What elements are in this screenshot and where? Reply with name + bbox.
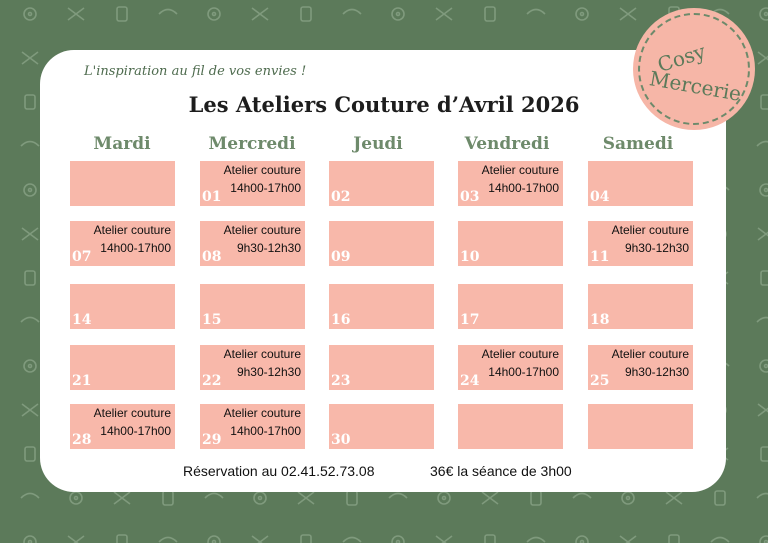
day-header-1: Mercredi [208, 134, 296, 154]
session-price: 36€ la séance de 3h00 [430, 463, 572, 479]
event-title: Atelier couture [481, 163, 559, 177]
day-cell [329, 221, 434, 266]
day-number: 23 [331, 373, 351, 389]
day-cell [200, 221, 305, 266]
day-cell [70, 404, 175, 449]
event-time: 14h00-17h00 [230, 424, 301, 438]
event-time: 9h30-12h30 [236, 241, 301, 255]
day-cell [329, 161, 434, 206]
day-number: 18 [590, 312, 610, 328]
day-number: 01 [202, 189, 222, 205]
event-time: 14h00-17h00 [100, 424, 171, 438]
day-number: 28 [72, 432, 92, 448]
day-number: 21 [72, 373, 92, 389]
day-cell [458, 221, 563, 266]
day-header-0: Mardi [93, 134, 151, 154]
day-number: 22 [202, 373, 222, 389]
day-cell [200, 404, 305, 449]
day-number: 14 [72, 312, 92, 328]
brand-badge [633, 8, 755, 130]
day-cell [70, 221, 175, 266]
event-time: 9h30-12h30 [624, 365, 689, 379]
day-cell [200, 161, 305, 206]
day-number: 17 [460, 312, 480, 328]
event-title: Atelier couture [223, 223, 301, 237]
day-cell [588, 345, 693, 390]
day-number: 24 [460, 373, 480, 389]
day-number: 15 [202, 312, 222, 328]
day-cell [329, 404, 434, 449]
event-title: Atelier couture [93, 406, 171, 420]
event-title: Atelier couture [223, 406, 301, 420]
day-cell [70, 345, 175, 390]
day-cell [588, 161, 693, 206]
day-header-4: Samedi [602, 134, 674, 154]
day-number: 29 [202, 432, 222, 448]
event-title: Atelier couture [93, 223, 171, 237]
event-time: 14h00-17h00 [488, 365, 559, 379]
day-cell [70, 161, 175, 206]
day-number: 02 [331, 189, 351, 205]
day-cell [458, 345, 563, 390]
day-cell [458, 404, 563, 449]
day-cell [200, 284, 305, 329]
day-number: 16 [331, 312, 351, 328]
tagline: L'inspiration au fil de vos envies ! [84, 64, 307, 79]
event-title: Atelier couture [611, 223, 689, 237]
event-title: Atelier couture [223, 163, 301, 177]
day-number: 10 [460, 249, 480, 265]
day-cell [588, 221, 693, 266]
day-cell [200, 345, 305, 390]
day-cell [70, 284, 175, 329]
event-time: 14h00-17h00 [230, 181, 301, 195]
day-cell [458, 161, 563, 206]
day-number: 03 [460, 189, 480, 205]
event-title: Atelier couture [481, 347, 559, 361]
day-number: 25 [590, 373, 610, 389]
event-time: 9h30-12h30 [624, 241, 689, 255]
day-header-3: Vendredi [464, 134, 550, 154]
page-title: Les Ateliers Couture d’Avril 2026 [188, 92, 580, 117]
event-title: Atelier couture [611, 347, 689, 361]
day-number: 07 [72, 249, 92, 265]
reservation-phone: Réservation au 02.41.52.73.08 [183, 463, 375, 479]
event-time: 14h00-17h00 [100, 241, 171, 255]
day-number: 30 [331, 432, 351, 448]
brand-name-line1: Cosy [654, 39, 709, 77]
brand-name-line2: Mercerie [647, 66, 744, 106]
day-header-2: Jeudi [353, 134, 403, 154]
event-title: Atelier couture [223, 347, 301, 361]
day-cell [588, 284, 693, 329]
day-cell [329, 345, 434, 390]
event-time: 14h00-17h00 [488, 181, 559, 195]
day-number: 11 [590, 249, 610, 265]
event-time: 9h30-12h30 [236, 365, 301, 379]
day-cell [458, 284, 563, 329]
day-cell [588, 404, 693, 449]
day-number: 04 [590, 189, 610, 205]
day-cell [329, 284, 434, 329]
day-number: 09 [331, 249, 351, 265]
day-number: 08 [202, 249, 222, 265]
